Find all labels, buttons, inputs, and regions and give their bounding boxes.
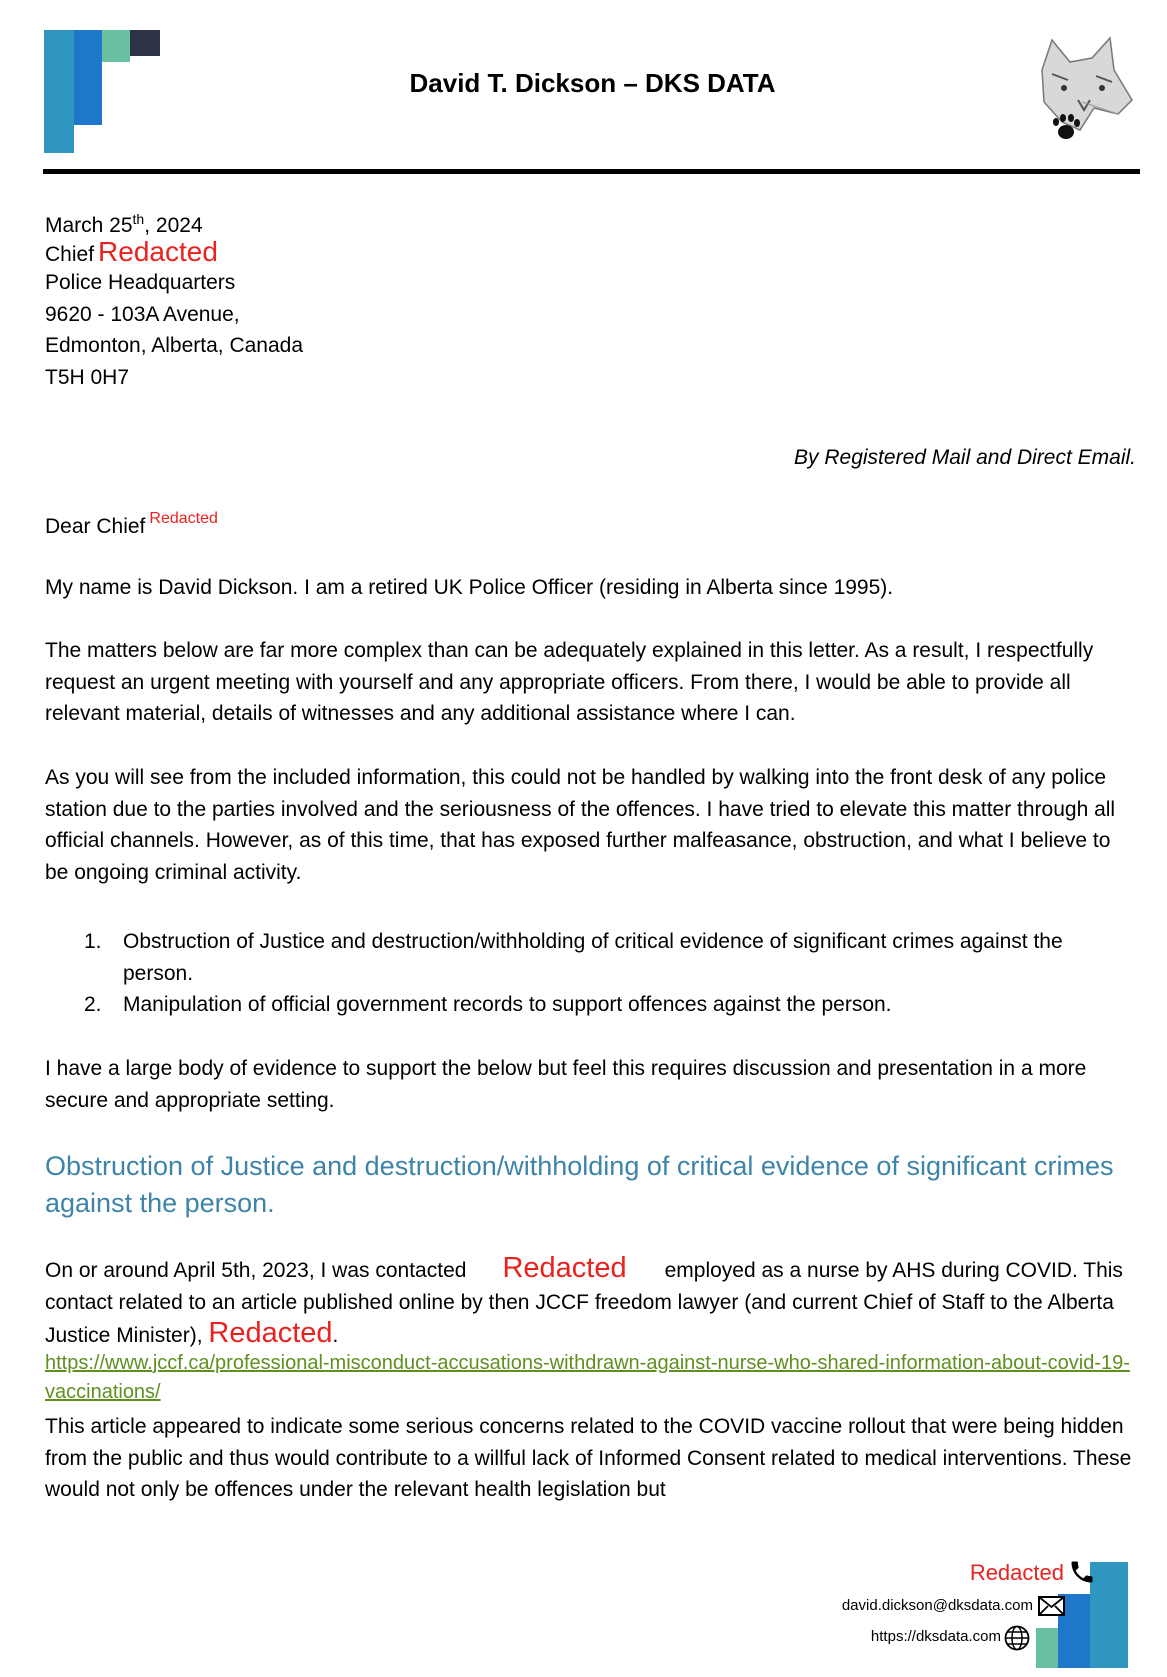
- address-line: Edmonton, Alberta, Canada: [45, 334, 304, 357]
- letter-date: March 25th, 2024: [45, 211, 203, 237]
- mail-icon: [1038, 1596, 1065, 1616]
- footer-website[interactable]: https://dksdata.com: [870, 1628, 1001, 1645]
- matters-list: [84, 926, 1114, 1021]
- letterhead-title: David T. Dickson – DKS DATA: [409, 68, 776, 98]
- address-line: T5H 0H7: [45, 365, 130, 389]
- address-line: Police Headquarters: [45, 271, 236, 294]
- header-divider: [43, 169, 1140, 174]
- salutation: Dear Chief $^{Redacted}$: [45, 510, 218, 538]
- redacted-text: Redacted: [98, 235, 218, 267]
- recipient-address: [45, 204, 303, 393]
- footer-contact-name: Redacted: [969, 1560, 1064, 1585]
- recipient-name-line: Chief Redacted: [45, 235, 218, 267]
- paragraph-evidence: I have a large body of evidence to support the below but feel this requires discussion and presentation in a more secure and appropriate setting.: [45, 1057, 1087, 1112]
- globe-icon: [1004, 1625, 1030, 1651]
- list-item: 2. Manipulation of official government records to support offences against the person.: [84, 993, 892, 1016]
- footer-email[interactable]: david.dickson@dksdata.com: [841, 1597, 1033, 1614]
- paragraph-request: The matters below are far more complex than can be adequately explained in this letter. As a result, I respectfully request an urgent meeting with yourself and any appropriate officers. From there, I would be able to provide all relevant material, details of witnesses and any additional assistance where I can.: [45, 639, 1094, 725]
- jccf-article-link[interactable]: https://www.jccf.ca/professional-misconduct-accusations-withdrawn-against-nurse-who-shared-information-about-covid-19-vaccinations/: [45, 1352, 1130, 1403]
- section-heading: Obstruction of Justice and destruction/withholding of critical evidence of significant crimes against the person.: [45, 1151, 1114, 1218]
- redacted-text: Redacted: [149, 510, 218, 527]
- address-line: 9620 - 103A Avenue,: [45, 302, 240, 326]
- paragraph-context: As you will see from the included information, this could not be handled by walking into the front desk of any police station due to the parties involved and the seriousness of the offences. I have tried to elevate this matter through all official channels. However, as of this time, that has exposed further malfeasance, obstruction, and what I believe to be ongoing criminal activity.: [45, 766, 1116, 884]
- paragraph-contact: On or around April 5th, 2023, I was contacted Redacted employed as a nurse by AHS during COVID. This contact related to an article published online by then JCCF freedom lawyer (and current Chief of Staff to the Alberta Justice Minister), Redacted.: [45, 1252, 1123, 1349]
- phone-icon: [1068, 1558, 1096, 1586]
- redacted-text: Redacted: [208, 1317, 333, 1349]
- redacted-text: Redacted: [502, 1252, 627, 1284]
- paragraph-intro: My name is David Dickson. I am a retired UK Police Officer (residing in Alberta since 1995).: [45, 576, 894, 599]
- list-item: 1. Obstruction of Justice and destruction/withholding of critical evidence of significant crimes against the person.: [84, 930, 1063, 985]
- wolf-logo-icon: [1022, 30, 1140, 148]
- delivery-note: By Registered Mail and Direct Email.: [794, 446, 1136, 469]
- paragraph-concerns: This article appeared to indicate some serious concerns related to the COVID vaccine rollout that were being hidden from the public and thus would contribute to a willful lack of Informed Consent related to medical interventions. These would not only be offences under the relevant health legislation but: [45, 1415, 1132, 1501]
